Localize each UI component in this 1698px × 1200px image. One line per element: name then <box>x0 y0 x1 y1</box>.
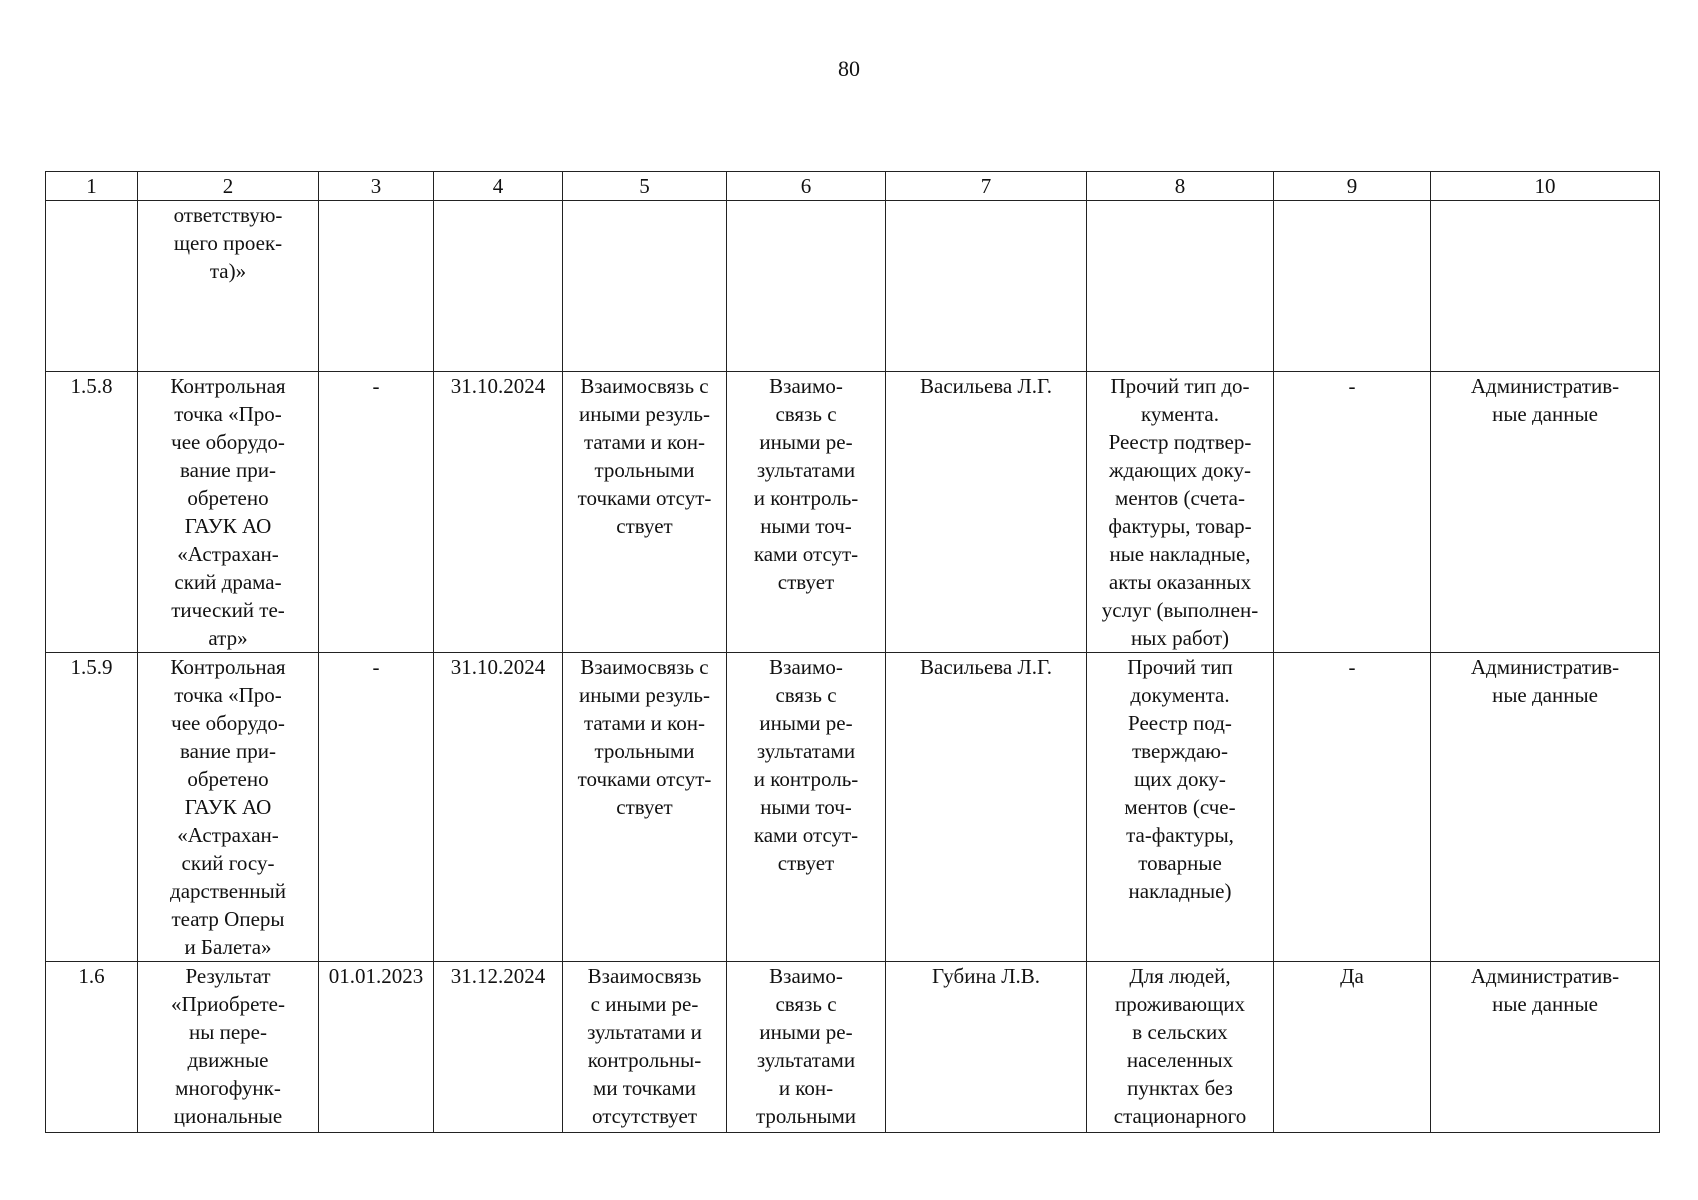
table-cell <box>886 372 1087 653</box>
cell-responsible: Губина Л.В. <box>931 964 1041 988</box>
table-cell <box>138 962 319 1133</box>
column-header: 6 <box>727 172 886 201</box>
cell-start-date: - <box>372 374 380 398</box>
table-row <box>46 372 1660 653</box>
cell-flag: - <box>1348 374 1356 398</box>
cell-document: Прочий тип документа. Реестр под- тверждаю- щих доку- ментов (сче- та-фактуры, товарные накладные) <box>1124 655 1236 903</box>
cell-name: Контрольная точка «Про- чее оборудо- вание при- обретено ГАУК АО «Астрахан- ский драма- тический те- атр» <box>170 374 286 650</box>
cell-responsible: Васильева Л.Г. <box>920 374 1052 398</box>
cell-relation-prev: Взаимосвязь с иными ре- зультатами и контрольны- ми точками отсутствует <box>587 964 702 1128</box>
table-cell <box>727 372 886 653</box>
cell-flag: Да <box>1340 964 1364 988</box>
column-header: 5 <box>563 172 727 201</box>
cell-relation-next: Взаимо- связь с иными ре- зультатами и контроль- ными точ- ками отсут- ствует <box>753 374 859 594</box>
cell-relation-next: Взаимо- связь с иными ре- зультатами и контроль- ными точ- ками отсут- ствует <box>753 655 859 875</box>
cell-start-date: - <box>372 655 380 679</box>
table-cell <box>434 201 563 372</box>
table-row <box>46 962 1660 1133</box>
column-header: 9 <box>1274 172 1431 201</box>
table-cell <box>1274 653 1431 962</box>
cell-number: 1.6 <box>78 964 105 988</box>
column-header: 1 <box>46 172 138 201</box>
column-header: 8 <box>1087 172 1274 201</box>
table-cell <box>1431 962 1660 1133</box>
table-cell <box>138 372 319 653</box>
table-cell <box>1431 653 1660 962</box>
cell-number: 1.5.8 <box>70 374 113 398</box>
document-table <box>45 171 1660 1133</box>
cell-name: Контрольная точка «Про- чее оборудо- вание при- обретено ГАУК АО «Астрахан- ский госу- дарственный театр Оперы и Балета» <box>170 655 286 959</box>
table-cell <box>563 653 727 962</box>
table-cell <box>319 372 434 653</box>
cell-name: Результат «Приобрете- ны пере- движные многофунк- циональные <box>171 964 285 1128</box>
page-number: 80 <box>838 56 860 81</box>
cell-end-date: 31.10.2024 <box>450 374 546 398</box>
table-row <box>46 653 1660 962</box>
cell-number: 1.5.9 <box>70 655 113 679</box>
cell-info-system: Административ- ные данные <box>1470 374 1620 426</box>
table-cell <box>1274 201 1431 372</box>
table-cell <box>727 201 886 372</box>
table-cell <box>434 372 563 653</box>
table-cell <box>46 962 138 1133</box>
cell-info-system: Административ- ные данные <box>1470 964 1620 1016</box>
cell-start-date: 01.01.2023 <box>328 964 424 988</box>
table-cell <box>1087 201 1274 372</box>
table-cell <box>886 653 1087 962</box>
table-cell <box>1087 372 1274 653</box>
table-cell <box>563 962 727 1133</box>
table-cell <box>1274 962 1431 1133</box>
table-header-row <box>46 172 1660 201</box>
table-cell <box>1274 372 1431 653</box>
cell-relation-prev: Взаимосвязь с иными резуль- татами и кон- трольными точками отсут- ствует <box>577 374 712 538</box>
table-cell <box>319 201 434 372</box>
table-cell <box>563 201 727 372</box>
table-cell <box>1431 201 1660 372</box>
table-cell <box>319 962 434 1133</box>
table-cell <box>46 372 138 653</box>
column-header: 4 <box>434 172 563 201</box>
cell-end-date: 31.10.2024 <box>450 655 546 679</box>
table-cell <box>563 372 727 653</box>
cell-info-system: Административ- ные данные <box>1470 655 1620 707</box>
cell-responsible: Васильева Л.Г. <box>920 655 1052 679</box>
table-cell <box>46 653 138 962</box>
cell-document: Прочий тип до- кумента. Реестр подтвер- ждающих доку- ментов (счета- фактуры, товар- ные накладные, акты оказанных услуг (выполнен- ных работ) <box>1101 374 1259 650</box>
cell-relation-next: Взаимо- связь с иными ре- зультатами и кон- трольными <box>755 964 857 1128</box>
table-cell <box>1431 372 1660 653</box>
table-cell <box>727 653 886 962</box>
table-cell <box>1087 653 1274 962</box>
table-cell <box>886 201 1087 372</box>
column-header: 7 <box>886 172 1087 201</box>
table-cell <box>434 653 563 962</box>
cell-end-date: 31.12.2024 <box>450 964 546 988</box>
column-header: 2 <box>138 172 319 201</box>
table-cell <box>46 201 138 372</box>
table-cell <box>138 653 319 962</box>
table-cell <box>434 962 563 1133</box>
column-header: 3 <box>319 172 434 201</box>
table-row <box>46 201 1660 372</box>
cell-name: ответствую- щего проек- та)» <box>173 203 283 283</box>
table-cell <box>1087 962 1274 1133</box>
table-cell <box>138 201 319 372</box>
cell-document: Для людей, проживающих в сельских населенных пунктах без стационарного <box>1113 964 1247 1128</box>
cell-flag: - <box>1348 655 1356 679</box>
table-cell <box>319 653 434 962</box>
cell-relation-prev: Взаимосвязь с иными резуль- татами и кон- трольными точками отсут- ствует <box>577 655 712 819</box>
column-header: 10 <box>1431 172 1660 201</box>
table-cell <box>727 962 886 1133</box>
table-cell <box>886 962 1087 1133</box>
